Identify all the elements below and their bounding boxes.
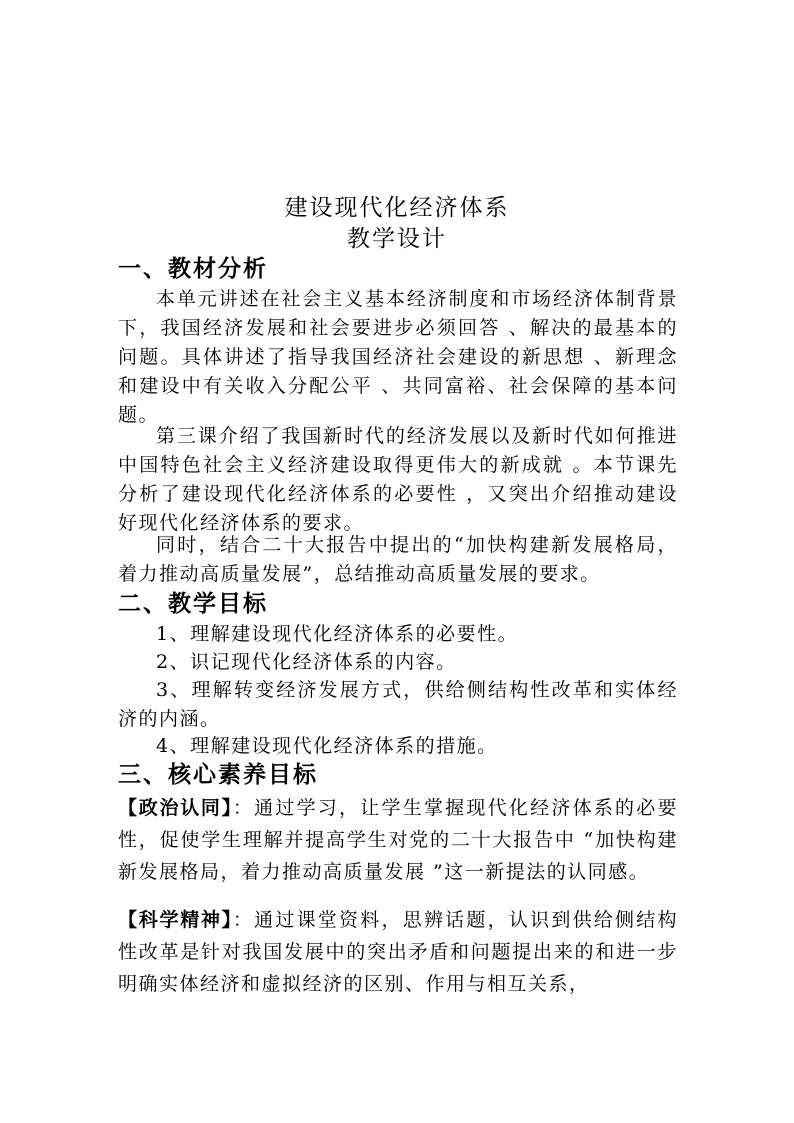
section-heading-textbook-analysis: 一、教材分析 [118, 256, 268, 282]
core-text: ：通过课堂资料，思辨话题，认识到供给侧结构性改革是针对我国发展中的突出矛盾和问题提出来的和进一步明确实体经济和虚拟经济的区别、作用与相互关系， [118, 909, 678, 995]
goal-item: 4、理解建设现代化经济体系的措施。 [156, 735, 498, 757]
core-text: ：通过学习，让学生掌握现代化经济体系的必要性，促使学生理解并提高学生对党的二十大报告中 “加快构建新发展格局，着力推动高质量发展 ”这一新提法的认同感。 [118, 797, 678, 883]
core-entry [118, 792, 678, 888]
section-heading-teaching-goals: 二、教学目标 [118, 591, 268, 617]
goal-item: 1、理解建设现代化经济体系的必要性。 [156, 623, 519, 645]
document-subtitle: 教学设计 [347, 226, 447, 252]
goal-item: 2、识记现代化经济体系的内容。 [156, 651, 457, 673]
section-heading-core-literacy: 三、核心素养目标 [118, 762, 318, 788]
analysis-paragraph: 第三课介绍了我国新时代的经济发展以及新时代如何推进中国特色社会主义经济建设取得更伟大的新成就 。本节课先分析了建设现代化经济体系的必要性 ，又突出介绍推动建设好现代化经济体系的要求。 [118, 425, 678, 534]
analysis-paragraph: 本单元讲述在社会主义基本经济制度和市场经济体制背景下，我国经济发展和社会要进步必须回答 、解决的最基本的问题。具体讲述了指导我国经济社会建设的新思想 、新理念和建设中有关收入分配公平 、共同富裕、社会保障的基本问题。 [118, 288, 678, 426]
goal-item: 3、理解转变经济发展方式，供给侧结构性改革和实体经济的内涵。 [118, 679, 678, 730]
core-label-scientific-spirit: 【科学精神】 [118, 909, 233, 931]
core-entry [118, 904, 678, 1000]
document-title: 建设现代化经济体系 [284, 195, 510, 221]
core-label-political-identity: 【政治认同】 [118, 797, 233, 819]
analysis-paragraph: 同时，结合二十大报告中提出的“加快构建新发展格局，着力推动高质量发展”，总结推动高质量发展的要求。 [118, 534, 678, 585]
